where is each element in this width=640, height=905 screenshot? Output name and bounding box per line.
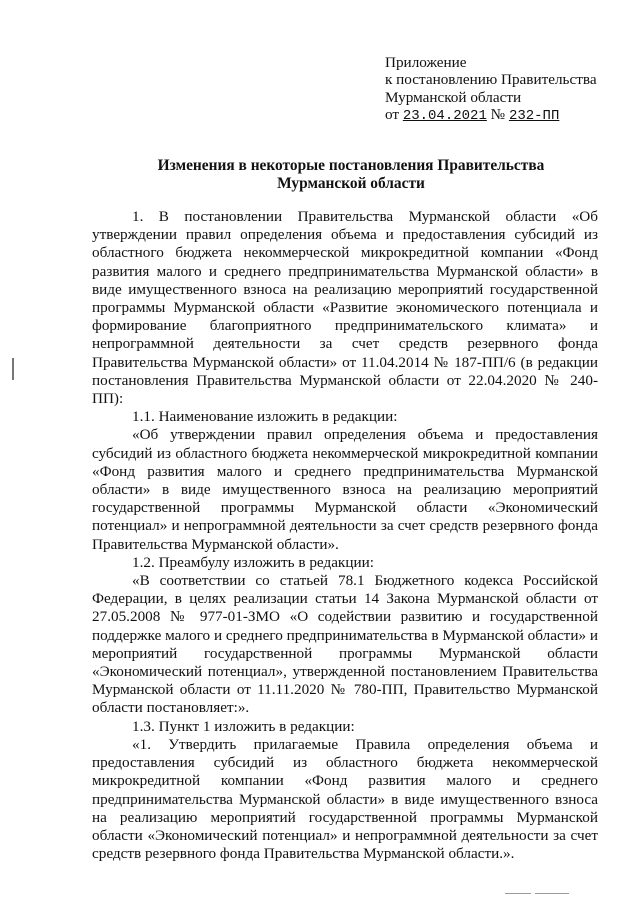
appendix-resolution-line: к постановлению Правительства <box>385 71 597 89</box>
paragraph-1-1-text: «Об утверждении правил определения объема и предоставления субсидий из областного бюджета некоммерческой микрокредитной компании «Фонд развития малого и среднего предпринимательства Мурманской области» в виде имущественного взноса на реализацию мероприятий государственной программы Мурманской области «Экономический потенциал» и непрограммной деятельности за счет средств резервного фонда Правительства Мурманской области». <box>92 426 598 553</box>
footer-mark-right <box>535 893 569 894</box>
title-line-1: Изменения в некоторые постановления Правительства <box>157 157 545 174</box>
appendix-date: 23.04.2021 <box>402 107 487 124</box>
appendix-region-line: Мурманской области <box>385 88 522 106</box>
document-title <box>92 157 610 193</box>
appendix-number: 232-ПП <box>508 107 560 124</box>
paragraph-1-3: 1.3. Пункт 1 изложить в редакции: <box>132 717 355 735</box>
paragraph-1-2-text: «В соответствии со статьей 78.1 Бюджетного кодекса Российской Федерации, в целях реализации статьи 14 Закона Мурманской области от 27.05.2008 № 977-01-ЗМО «О содействии развитию и государственной поддержке малого и среднего предпринимательства в Мурманской области» и мероприятий государственной программы Мурманской области «Экономический потенциал», утвержденной постановлением Правительства Мурманской области от 11.11.2020 № 780-ПП, Правительство Мурманской области постановляет:». <box>92 572 598 717</box>
document-body <box>92 208 598 863</box>
title-line-2: Мурманской области <box>277 175 425 192</box>
paragraph-1-1: 1.1. Наименование изложить в редакции: <box>132 408 398 426</box>
appendix-block <box>385 54 625 125</box>
scan-margin-mark <box>12 358 14 380</box>
footer-mark-left <box>505 893 531 894</box>
paragraph-1-3-text: «1. Утвердить прилагаемые Правила определения объема и предоставления субсидий из областного бюджета некоммерческой микрокредитной компании «Фонд развития малого и среднего предпринимательства Мурманской области» в виде имущественного взноса на реализацию мероприятий государственной программы Мурманской области «Экономический потенциал» и непрограммной деятельности за счет средств резервного фонда Правительства Мурманской области.». <box>92 735 598 863</box>
appendix-from: от <box>385 105 400 123</box>
paragraph-1: 1. В постановлении Правительства Мурманской области «Об утверждении правил определения объема и предоставления субсидий из областного бюджета некоммерческой микрокредитной компании «Фонд развития малого и среднего предпринимательства Мурманской области» в виде имущественного взноса на реализацию мероприятий государственной программы Мурманской области «Развитие экономического потенциала и формирование благоприятного предпринимательского климата» и непрограммной деятельности за счет средств резервного фонда Правительства Мурманской области» от 11.04.2014 № 187-ПП/6 (в редакции постановления Правительства Мурманской области от 22.04.2020 № 240-ПП): <box>92 208 598 408</box>
appendix-label: Приложение <box>385 54 467 71</box>
appendix-date-number-line <box>385 106 625 125</box>
paragraph-1-2: 1.2. Преамбулу изложить в редакции: <box>132 553 374 571</box>
appendix-number-sign: № <box>490 105 506 123</box>
